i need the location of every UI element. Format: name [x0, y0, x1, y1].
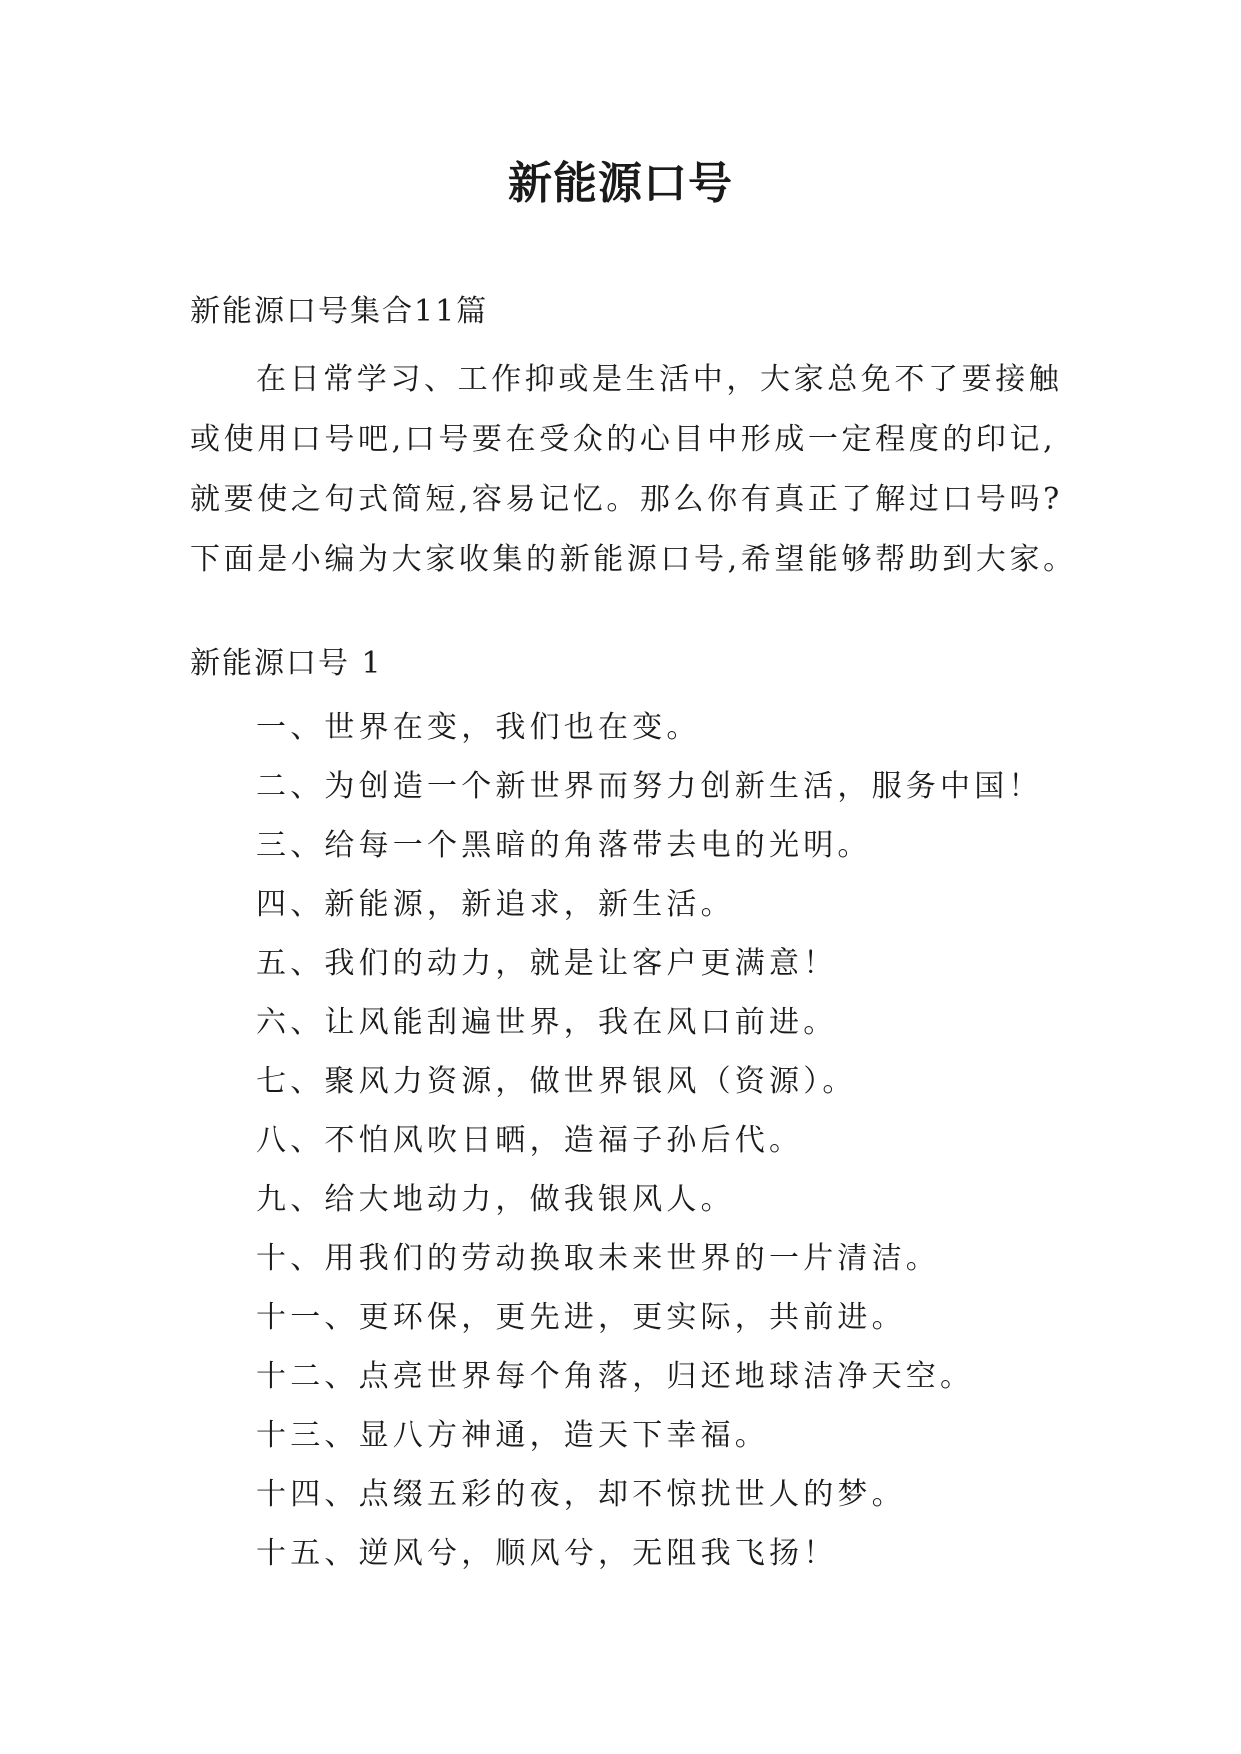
slogan-item: 十、用我们的劳动换取未来世界的一片清洁。	[256, 1241, 940, 1276]
intro-line: 就要使之句式简短,容易记忆。那么你有真正了解过口号吗?	[190, 482, 1063, 517]
intro-line: 下面是小编为大家收集的新能源口号,希望能够帮助到大家。	[190, 542, 1077, 577]
slogan-item: 十四、点缀五彩的夜，却不惊扰世人的梦。	[256, 1477, 906, 1512]
section-heading: 新能源口号 1	[190, 646, 383, 681]
slogan-item: 五、我们的动力，就是让客户更满意！	[256, 946, 838, 981]
slogan-list	[256, 698, 1043, 1583]
slogan-item: 三、给每一个黑暗的角落带去电的光明。	[256, 828, 872, 863]
slogan-item: 一、世界在变，我们也在变。	[256, 710, 701, 745]
slogan-item: 二、为创造一个新世界而努力创新生活，服务中国！	[256, 769, 1043, 804]
intro-paragraph	[190, 350, 1077, 590]
slogan-item: 六、让风能刮遍世界，我在风口前进。	[256, 1005, 838, 1040]
slogan-item: 八、不怕风吹日晒，造福子孙后代。	[256, 1123, 804, 1158]
slogan-item: 十三、显八方神通，造天下幸福。	[256, 1418, 769, 1453]
slogan-item: 九、给大地动力，做我银风人。	[256, 1182, 735, 1217]
slogan-item: 十二、点亮世界每个角落，归还地球洁净天空。	[256, 1359, 975, 1394]
slogan-item: 十五、逆风兮，顺风兮，无阻我飞扬！	[256, 1536, 838, 1571]
document-title: 新能源口号	[508, 158, 733, 209]
slogan-item: 十一、更环保，更先进，更实际，共前进。	[256, 1300, 906, 1335]
intro-line: 或使用口号吧,口号要在受众的心目中形成一定程度的印记,	[190, 422, 1057, 457]
slogan-item: 四、新能源，新追求，新生活。	[256, 887, 735, 922]
intro-line: 在日常学习、工作抑或是生活中，大家总免不了要接触	[256, 362, 1063, 397]
document-subtitle: 新能源口号集合11篇	[190, 294, 489, 329]
slogan-item: 七、聚风力资源，做世界银风（资源）。	[256, 1064, 857, 1099]
